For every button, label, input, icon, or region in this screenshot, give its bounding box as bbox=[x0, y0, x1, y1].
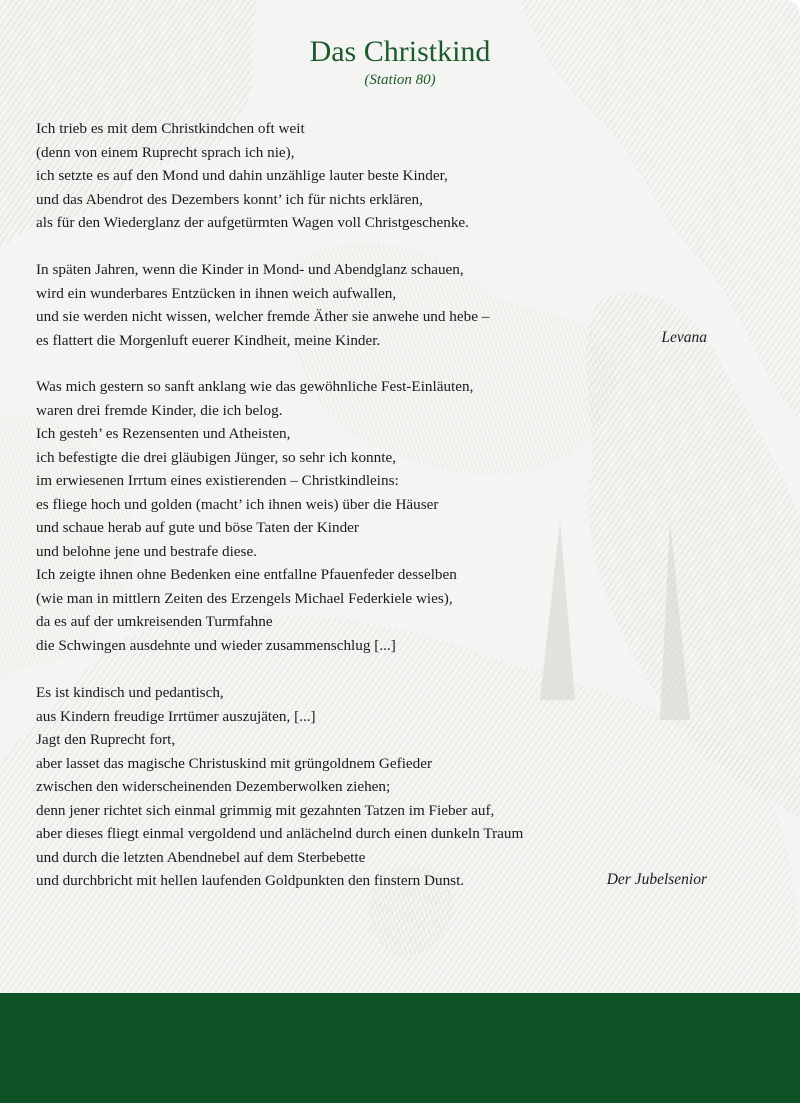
poem-line: Was mich gestern so sanft anklang wie das gewöhnliche Fest-Einläuten, bbox=[36, 378, 474, 395]
poem-line: und belohne jene und bestrafe diese. bbox=[36, 542, 257, 560]
stanza-3 bbox=[36, 375, 656, 657]
poem-line: es flattert die Morgenluft euerer Kindheit, meine Kinder. bbox=[36, 331, 381, 349]
poem-line: als für den Wiederglanz der aufgetürmten Wagen voll Christgeschenke. bbox=[36, 214, 469, 231]
poem-line: die Schwingen ausdehnte und wieder zusammenschlug [...] bbox=[36, 636, 396, 654]
poem-line: aber lasset das magische Christuskind mit grüngoldnem Gefieder bbox=[36, 754, 433, 772]
poem-line: es fliege hoch und golden (macht’ ich ihnen weis) über die Häuser bbox=[36, 495, 439, 513]
poem-line: (denn von einem Ruprecht sprach ich nie), bbox=[36, 143, 295, 161]
poem-line: aus Kindern freudige Irrtümer auszujäten, [...] bbox=[36, 707, 316, 725]
poem-line: (wie man in mittlern Zeiten des Erzengels Michael Federkiele wies), bbox=[36, 589, 453, 607]
stanza-4 bbox=[36, 681, 656, 893]
poem-line: waren drei fremde Kinder, die ich belog. bbox=[36, 401, 283, 419]
poem-line: ich setzte es auf den Mond und dahin unzählige lauter beste Kinder, bbox=[36, 167, 448, 184]
poem-line: In späten Jahren, wenn die Kinder in Mond- und Abendglanz schauen, bbox=[36, 261, 464, 278]
poem-line: wird ein wunderbares Entzücken in ihnen weich aufwallen, bbox=[36, 284, 397, 302]
poem-line: und schaue herab auf gute und böse Taten der Kinder bbox=[36, 519, 359, 536]
poem-line: Ich zeigte ihnen ohne Bedenken eine entfallne Pfauenfeder desselben bbox=[36, 566, 457, 583]
poem-line: und das Abendrot des Dezembers konnt’ ich für nichts erklären, bbox=[36, 190, 423, 208]
poem-line: Es ist kindisch und pedantisch, bbox=[36, 684, 224, 701]
poem-line: zwischen den widerscheinenden Dezemberwolken ziehen; bbox=[36, 778, 391, 795]
poem-line: und sie werden nicht wissen, welcher fremde Äther sie anwehe und hebe – bbox=[36, 308, 490, 325]
poem-line: und durchbricht mit hellen laufenden Goldpunkten den finstern Dunst. bbox=[36, 872, 465, 889]
attribution-jubelsenior: Der Jubelsenior bbox=[606, 871, 707, 888]
page-title: Das Christkind bbox=[309, 35, 491, 68]
stanza-2 bbox=[36, 258, 656, 352]
poem-line: und durch die letzten Abendnebel auf dem Sterbebette bbox=[36, 848, 366, 866]
attribution-levana: Levana bbox=[661, 329, 707, 346]
poem-line: Ich trieb es mit dem Christkindchen oft weit bbox=[36, 120, 305, 137]
poem-line: Ich gesteh’ es Rezensenten und Atheisten, bbox=[36, 425, 291, 442]
poem-line: denn jener richtet sich einmal grimmig mit gezahnten Tatzen im Fieber auf, bbox=[36, 801, 495, 819]
poem-line: Jagt den Ruprecht fort, bbox=[36, 731, 176, 748]
page-subtitle: (Station 80) bbox=[364, 72, 436, 88]
poem-line: aber dieses fliegt einmal vergoldend und anlächelnd durch einen dunkeln Traum bbox=[36, 825, 524, 842]
footer-band bbox=[0, 993, 800, 1103]
poem-line: da es auf der umkreisenden Turmfahne bbox=[36, 613, 273, 630]
poem-line: ich befestigte die drei gläubigen Jünger, so sehr ich konnte, bbox=[36, 448, 396, 466]
poem-line: im erwiesenen Irrtum eines existierenden – Christkindleins: bbox=[36, 472, 399, 489]
stanza-1 bbox=[36, 117, 656, 235]
